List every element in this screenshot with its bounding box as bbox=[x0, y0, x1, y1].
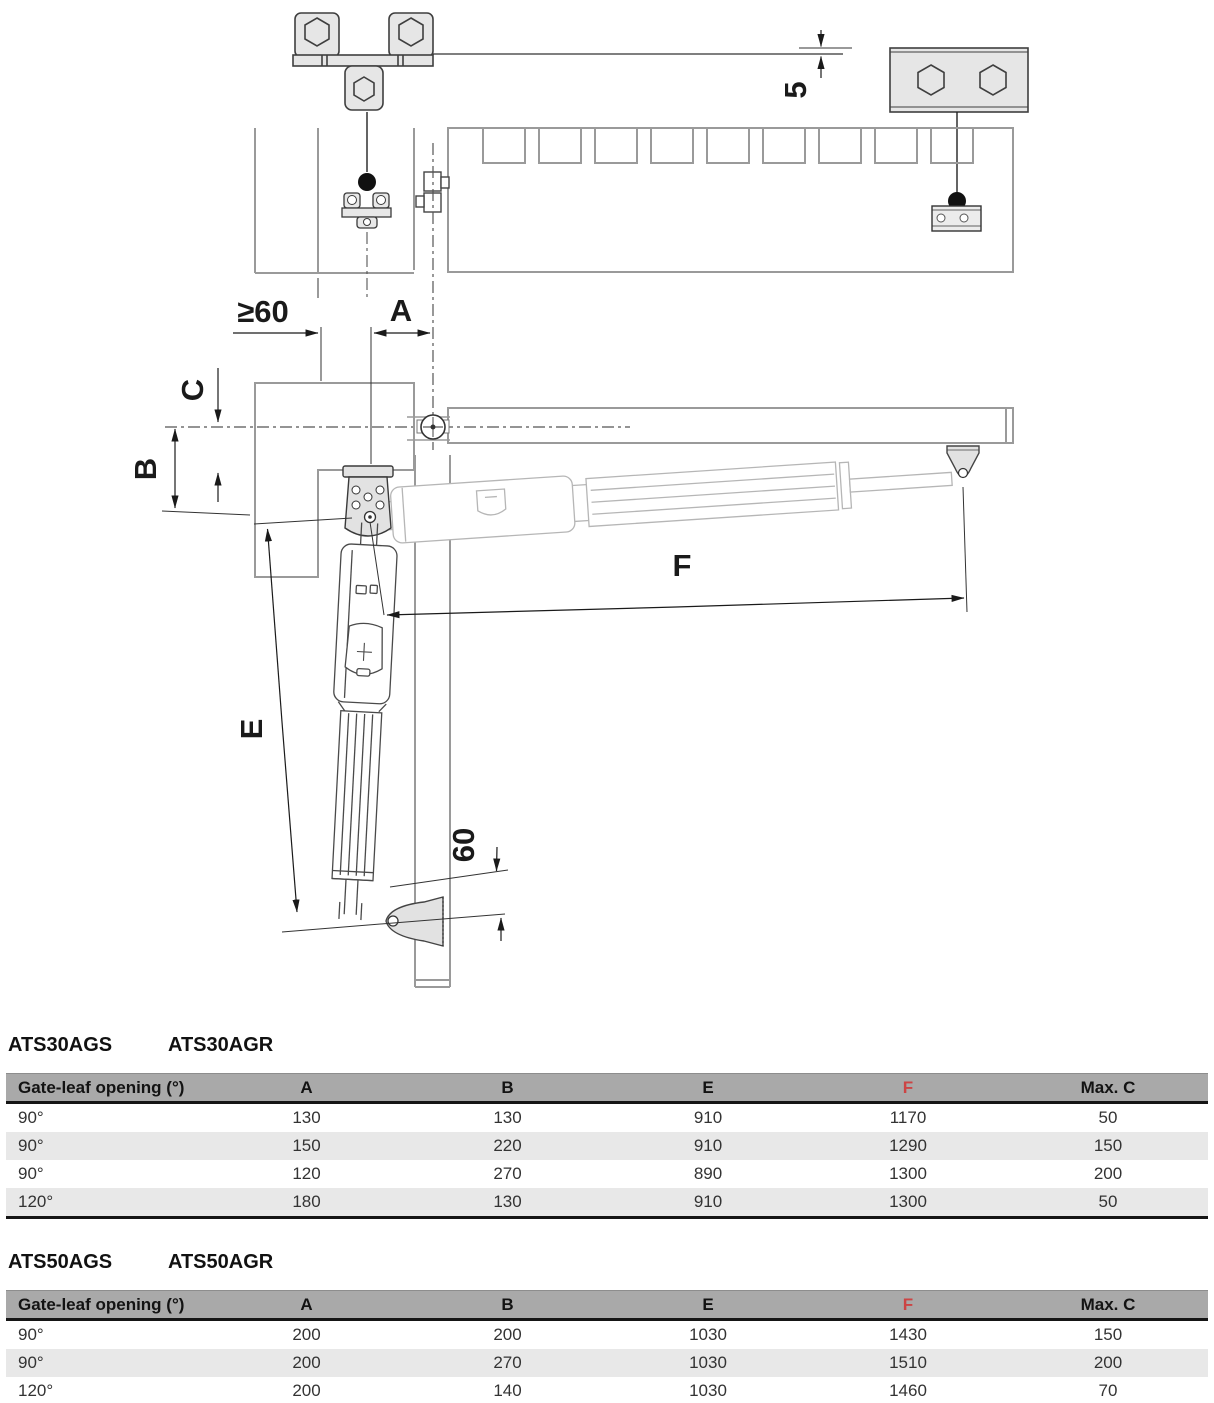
bolt-icon bbox=[354, 77, 374, 101]
header-f: F bbox=[808, 1291, 1008, 1320]
cell-b: 200 bbox=[493, 1325, 522, 1344]
cell-e: 910 bbox=[693, 1136, 723, 1155]
dim-e-line bbox=[268, 529, 283, 722]
cell-opening: 120° bbox=[18, 1381, 54, 1400]
table-row bbox=[6, 1160, 1208, 1188]
model-label: ATS50AGS bbox=[8, 1250, 113, 1273]
header-max-c: Max. C bbox=[1008, 1074, 1208, 1103]
cell-b: 220 bbox=[493, 1136, 522, 1155]
cell-a: 150 bbox=[292, 1136, 321, 1155]
dim-label-e: E bbox=[234, 718, 269, 740]
cell-e: 1030 bbox=[689, 1325, 727, 1344]
cell-opening: 90° bbox=[18, 1164, 44, 1183]
rear-bracket-main bbox=[343, 466, 393, 536]
callout-dot bbox=[358, 173, 376, 191]
cell-opening: 90° bbox=[18, 1353, 44, 1372]
cell-opening: 90° bbox=[18, 1108, 44, 1127]
header-f: F bbox=[808, 1074, 1008, 1103]
cell-a: 130 bbox=[292, 1108, 321, 1127]
model-label: ATS30AGR bbox=[168, 1033, 274, 1056]
cell-max-c: 150 bbox=[1093, 1136, 1123, 1155]
top-view bbox=[255, 13, 1028, 300]
cell-a: 120 bbox=[292, 1164, 321, 1183]
brand-mark bbox=[370, 585, 377, 593]
extension-lines bbox=[162, 327, 967, 932]
ats30-dimensions-table bbox=[6, 1073, 1208, 1219]
bolt-icon bbox=[305, 18, 423, 46]
cell-e: 1030 bbox=[689, 1381, 727, 1400]
dim-label-min60: ≥60 bbox=[237, 294, 289, 329]
header-b: B bbox=[407, 1291, 608, 1320]
cell-f: 1430 bbox=[889, 1325, 927, 1344]
cell-f: 1300 bbox=[889, 1192, 927, 1211]
cell-opening: 120° bbox=[18, 1192, 54, 1211]
brand-mark bbox=[356, 585, 366, 594]
table-row bbox=[6, 1132, 1208, 1160]
dim-label-a: A bbox=[389, 293, 413, 328]
cell-a: 200 bbox=[292, 1353, 321, 1372]
gate-leaf-closed bbox=[448, 408, 1013, 443]
cell-f: 1300 bbox=[889, 1164, 927, 1183]
wall-plate-detail bbox=[890, 48, 1028, 112]
table-row bbox=[6, 1349, 1208, 1377]
cell-a: 200 bbox=[292, 1381, 321, 1400]
header-b: B bbox=[407, 1074, 608, 1103]
model-names-ats30 bbox=[8, 1032, 1214, 1058]
cell-f: 1460 bbox=[889, 1381, 927, 1400]
header-e: E bbox=[608, 1291, 808, 1320]
cell-max-c: 70 bbox=[1098, 1381, 1118, 1400]
cell-opening: 90° bbox=[18, 1325, 44, 1344]
cell-max-c: 50 bbox=[1098, 1108, 1118, 1127]
cell-f: 1510 bbox=[889, 1353, 927, 1372]
cell-max-c: 200 bbox=[1093, 1353, 1123, 1372]
cell-max-c: 200 bbox=[1093, 1164, 1123, 1183]
table-row bbox=[6, 1377, 1208, 1403]
cell-e: 910 bbox=[693, 1192, 723, 1211]
cell-f: 1170 bbox=[889, 1108, 927, 1127]
cell-b: 140 bbox=[493, 1381, 522, 1400]
dim-label-b: B bbox=[128, 457, 163, 481]
actuator-open bbox=[322, 522, 399, 921]
table-row bbox=[6, 1188, 1208, 1218]
header-max-c: Max. C bbox=[1008, 1291, 1208, 1320]
header-e: E bbox=[608, 1074, 808, 1103]
table-header-row bbox=[6, 1074, 1208, 1103]
rear-bracket-plan bbox=[342, 112, 391, 300]
brand-emblem bbox=[477, 489, 507, 516]
hinge-icon bbox=[417, 415, 449, 439]
cell-max-c: 150 bbox=[1093, 1325, 1123, 1344]
dim-60-line bbox=[497, 847, 498, 871]
dim-label-5: 5 bbox=[778, 81, 813, 99]
ats50-dimensions-table bbox=[6, 1290, 1208, 1403]
centerlines bbox=[165, 143, 630, 515]
actuator-closed-ghost bbox=[372, 450, 953, 544]
cell-e: 910 bbox=[693, 1108, 723, 1127]
dim-label-60: 60 bbox=[446, 827, 481, 863]
dimensions bbox=[175, 333, 964, 941]
rear-bracket-detail bbox=[293, 13, 433, 110]
cell-max-c: 50 bbox=[1098, 1192, 1118, 1211]
cell-e: 1030 bbox=[689, 1353, 727, 1372]
dim-label-f: F bbox=[672, 548, 692, 583]
table-row bbox=[6, 1320, 1208, 1350]
table-header-row bbox=[6, 1291, 1208, 1320]
cell-f: 1290 bbox=[889, 1136, 927, 1155]
cell-a: 200 bbox=[292, 1325, 321, 1344]
cell-b: 130 bbox=[493, 1108, 522, 1127]
cell-e: 890 bbox=[693, 1164, 723, 1183]
cell-b: 270 bbox=[493, 1353, 522, 1372]
main-view bbox=[128, 143, 1013, 987]
model-label: ATS30AGS bbox=[8, 1033, 113, 1056]
model-label: ATS50AGR bbox=[168, 1250, 274, 1273]
header-a: A bbox=[206, 1074, 407, 1103]
front-pivot bbox=[388, 916, 398, 926]
gate-leaf-plan bbox=[448, 128, 1013, 272]
dim-label-c: C bbox=[175, 378, 210, 402]
header-gate-leaf-opening: Gate-leaf opening (°) bbox=[6, 1291, 206, 1320]
header-a: A bbox=[206, 1291, 407, 1320]
cell-opening: 90° bbox=[18, 1136, 44, 1155]
cell-b: 270 bbox=[493, 1164, 522, 1183]
cell-a: 180 bbox=[292, 1192, 321, 1211]
dimension-5 bbox=[778, 30, 852, 99]
model-names-ats50 bbox=[8, 1249, 1214, 1275]
header-gate-leaf-opening: Gate-leaf opening (°) bbox=[6, 1074, 206, 1103]
dim-f-line bbox=[387, 607, 676, 615]
cell-b: 130 bbox=[493, 1192, 522, 1211]
table-row bbox=[6, 1103, 1208, 1133]
